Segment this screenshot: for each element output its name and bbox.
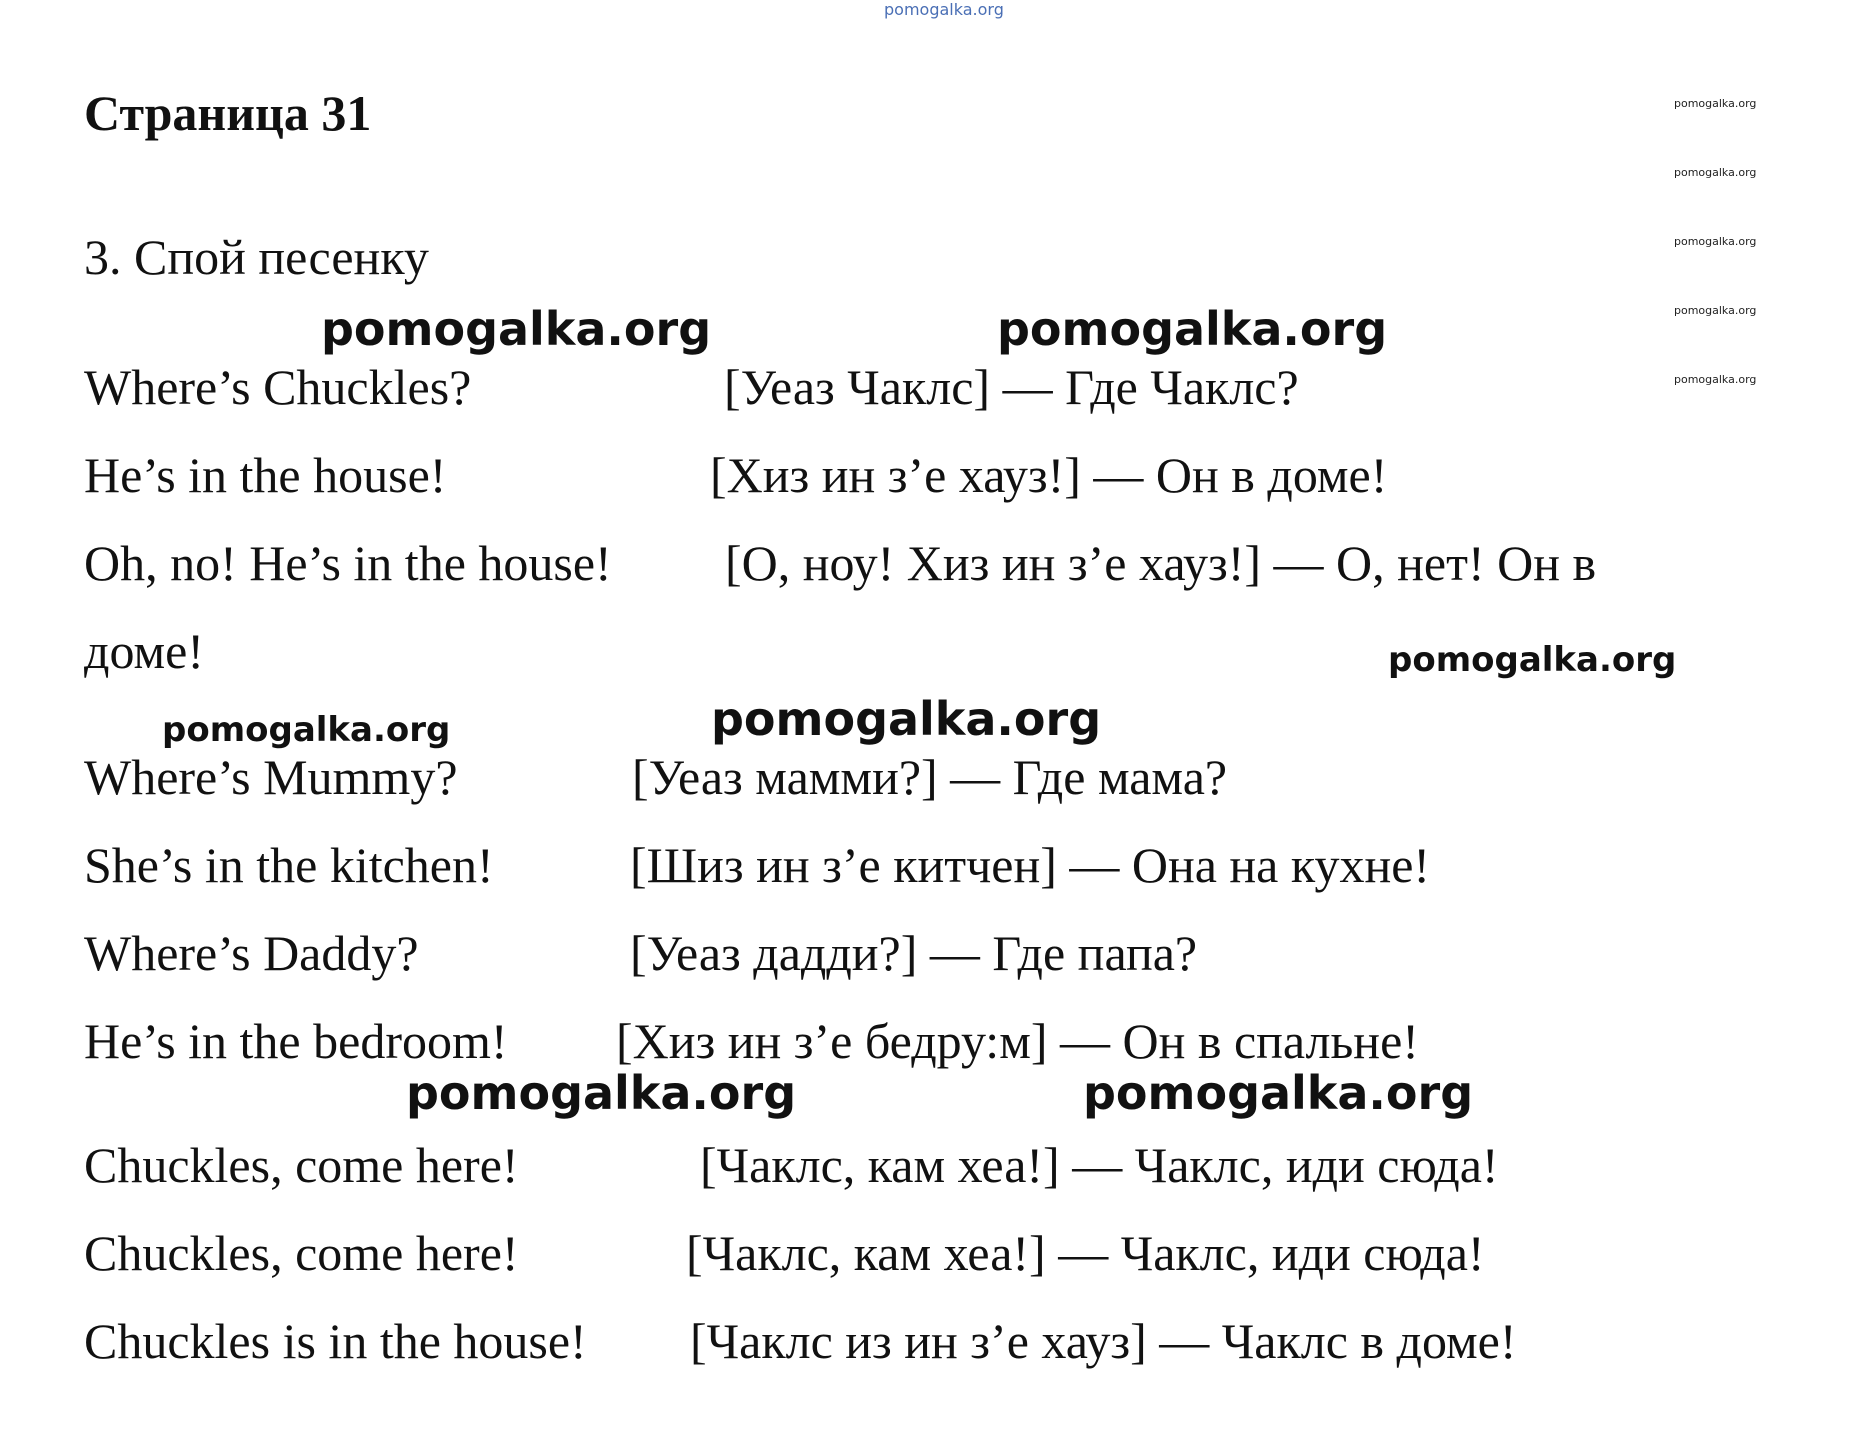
song-line-english: доме! [84,623,204,679]
song-line-english: Where’s Mummy? [84,749,458,805]
watermark-large: pomogalka.org [1083,1066,1474,1120]
watermark-top: pomogalka.org [884,0,1004,19]
song-line-english: Chuckles, come here! [84,1225,519,1281]
watermark-large: pomogalka.org [711,692,1102,746]
song-line-translation: [Чаклс из ин з’е хауз] — Чаклс в доме! [690,1313,1517,1369]
song-line-english: He’s in the house! [84,447,447,503]
song-line-translation: [Хиз ин з’е бедру:м] — Он в спальне! [616,1013,1419,1069]
task-title: 3. Спой песенку [84,229,429,285]
song-line-english: Chuckles, come here! [84,1137,519,1193]
song-line-english: Chuckles is in the house! [84,1313,587,1369]
watermark-side: pomogalka.org [1674,97,1757,110]
watermark-side: pomogalka.org [1674,235,1757,248]
song-line-translation: [О, ноу! Хиз ин з’е хауз!] — О, нет! Он в [725,535,1597,591]
watermark-large: pomogalka.org [321,302,712,356]
song-line-english: She’s in the kitchen! [84,837,494,893]
watermark-side: pomogalka.org [1674,166,1757,179]
watermark-side: pomogalka.org [1674,373,1757,386]
song-line-translation: [Хиз ин з’е хауз!] — Он в доме! [710,447,1388,503]
watermark-side: pomogalka.org [1674,304,1757,317]
watermark-medium: pomogalka.org [162,710,451,750]
song-line-english: Where’s Chuckles? [84,359,472,415]
song-line-translation: [Чаклс, кам хеа!] — Чаклс, иди сюда! [686,1225,1485,1281]
song-line-english: Where’s Daddy? [84,925,419,981]
watermark-large: pomogalka.org [406,1066,797,1120]
song-line-translation: [Уеаз дадди?] — Где папа? [630,925,1198,981]
song-line-english: He’s in the bedroom! [84,1013,508,1069]
page-heading: Страница 31 [84,85,372,141]
song-line-english: Oh, no! He’s in the house! [84,535,612,591]
song-line-translation: [Уеаз мамми?] — Где мама? [632,749,1228,805]
song-line-translation: [Шиз ин з’е китчен] — Она на кухне! [630,837,1431,893]
song-line-translation: [Уеаз Чаклс] — Где Чаклс? [724,359,1299,415]
watermark-large: pomogalka.org [997,302,1388,356]
watermark-medium: pomogalka.org [1388,640,1677,680]
song-line-translation: [Чаклс, кам хеа!] — Чаклс, иди сюда! [700,1137,1499,1193]
